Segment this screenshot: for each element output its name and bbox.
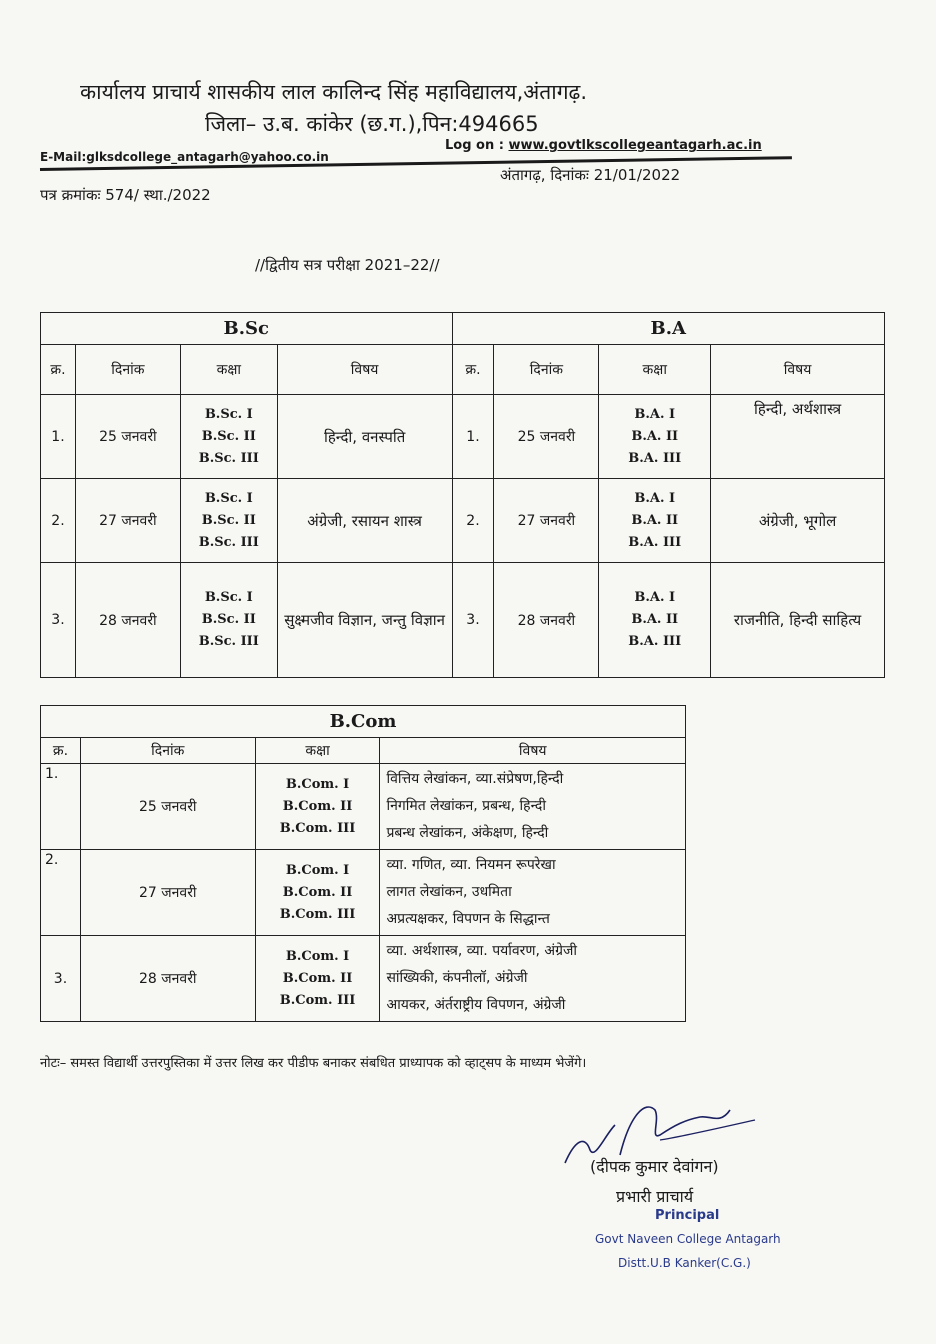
table-row [41, 395, 885, 479]
bcom-header-sn: क्र. [41, 738, 81, 764]
ba-title: B.A [452, 313, 885, 345]
ba-subject: राजनीति, हिन्दी साहित्य [711, 563, 885, 678]
exam-title: //द्वितीय सत्र परीक्षा 2021–22// [255, 256, 440, 274]
bsc-sn: 3. [41, 563, 76, 678]
table-row [41, 850, 686, 936]
ba-header-subject: विषय [711, 345, 885, 395]
bcom-sn: 1. [41, 764, 81, 850]
table-row [41, 764, 686, 850]
bcom-subject: व्या. अर्थशास्त्र, व्या. पर्यावरण, अंग्रेजी सांख्यिकी, कंपनीलॉ, अंग्रेजी आयकर, अंर्तराष्ट्रीय विपणन, अंग्रेजी [380, 936, 686, 1022]
bsc-date: 25 जनवरी [75, 395, 180, 479]
bcom-classes: B.Com. I B.Com. II B.Com. III [255, 850, 380, 936]
office-address: जिला– उ.ब. कांकेर (छ.ग.),पिन:494665 [205, 112, 539, 136]
table-row [41, 479, 885, 563]
ba-header-sn: क्र. [452, 345, 494, 395]
bsc-sn: 1. [41, 395, 76, 479]
bcom-classes: B.Com. I B.Com. II B.Com. III [255, 764, 380, 850]
ba-header-class: कक्षा [599, 345, 711, 395]
ba-date: 28 जनवरी [494, 563, 599, 678]
table-row [41, 563, 885, 678]
ba-classes: B.A. I B.A. II B.A. III [599, 395, 711, 479]
bsc-subject: अंग्रेजी, रसायन शास्त्र [277, 479, 452, 563]
bcom-date: 27 जनवरी [80, 850, 255, 936]
bsc-header-sn: क्र. [41, 345, 76, 395]
ba-header-date: दिनांक [494, 345, 599, 395]
signatory-designation: प्रभारी प्राचार्य [616, 1187, 694, 1206]
ba-classes: B.A. I B.A. II B.A. III [599, 563, 711, 678]
ba-date: 25 जनवरी [494, 395, 599, 479]
stamp-college: Govt Naveen College Antagarh [595, 1232, 781, 1246]
ba-date: 27 जनवरी [494, 479, 599, 563]
letter-date: अंतागढ़, दिनांकः 21/01/2022 [500, 166, 681, 184]
bcom-header-class: कक्षा [255, 738, 380, 764]
bsc-header-class: कक्षा [180, 345, 277, 395]
bsc-date: 28 जनवरी [75, 563, 180, 678]
bsc-classes: B.Sc. I B.Sc. II B.Sc. III [180, 563, 277, 678]
bcom-header-subject: विषय [380, 738, 686, 764]
table-row [41, 936, 686, 1022]
bcom-classes: B.Com. I B.Com. II B.Com. III [255, 936, 380, 1022]
bsc-classes: B.Sc. I B.Sc. II B.Sc. III [180, 395, 277, 479]
email-address: E-Mail:glksdcollege_antagarh@yahoo.co.in [40, 150, 329, 164]
website-line [445, 138, 762, 153]
bsc-sn: 2. [41, 479, 76, 563]
bsc-date: 27 जनवरी [75, 479, 180, 563]
bsc-subject: हिन्दी, वनस्पति [277, 395, 452, 479]
bcom-subject: वित्तिय लेखांकन, व्या.संप्रेषण,हिन्दी निगमित लेखांकन, प्रबन्ध, हिन्दी प्रबन्ध लेखांकन, अंकेक्षण, हिन्दी [380, 764, 686, 850]
bsc-subject: सुक्ष्मजीव विज्ञान, जन्तु विज्ञान [277, 563, 452, 678]
bsc-title: B.Sc [41, 313, 453, 345]
ba-sn: 2. [452, 479, 494, 563]
bcom-date: 25 जनवरी [80, 764, 255, 850]
ba-subject: अंग्रेजी, भूगोल [711, 479, 885, 563]
bsc-ba-table [40, 312, 885, 678]
ba-sn: 1. [452, 395, 494, 479]
bcom-sn: 2. [41, 850, 81, 936]
note-text: नोटः– समस्त विद्यार्थी उत्तरपुस्तिका में उत्तर लिख कर पीडीफ बनाकर संबधित प्राध्यापक को व्हाट्सप के माध्यम भेजेंगे। [40, 1056, 587, 1071]
bcom-title: B.Com [41, 706, 686, 738]
bcom-subject: व्या. गणित, व्या. नियमन रूपरेखा लागत लेखांकन, उधमिता अप्रत्यक्षकर, विपणन के सिद्धान्त [380, 850, 686, 936]
letter-number: पत्र क्रमांकः 574/ स्था./2022 [40, 186, 211, 204]
ba-classes: B.A. I B.A. II B.A. III [599, 479, 711, 563]
office-title: कार्यालय प्राचार्य शासकीय लाल कालिन्द सिंह महाविद्यालय,अंतागढ़. [80, 80, 588, 104]
ba-sn: 3. [452, 563, 494, 678]
bsc-header-subject: विषय [277, 345, 452, 395]
logon-label: Log on : [445, 138, 504, 153]
bcom-header-date: दिनांक [80, 738, 255, 764]
stamp-title: Principal [655, 1208, 720, 1223]
ba-subject: हिन्दी, अर्थशास्त्र [711, 395, 885, 479]
bcom-table [40, 705, 686, 1022]
stamp-district: Distt.U.B Kanker(C.G.) [618, 1256, 751, 1270]
bsc-header-date: दिनांक [75, 345, 180, 395]
website-link[interactable]: www.govtlkscollegeantagarh.ac.in [508, 138, 762, 153]
bcom-sn: 3. [41, 936, 81, 1022]
bcom-date: 28 जनवरी [80, 936, 255, 1022]
bsc-classes: B.Sc. I B.Sc. II B.Sc. III [180, 479, 277, 563]
signatory-name: (दीपक कुमार देवांगन) [590, 1157, 719, 1176]
